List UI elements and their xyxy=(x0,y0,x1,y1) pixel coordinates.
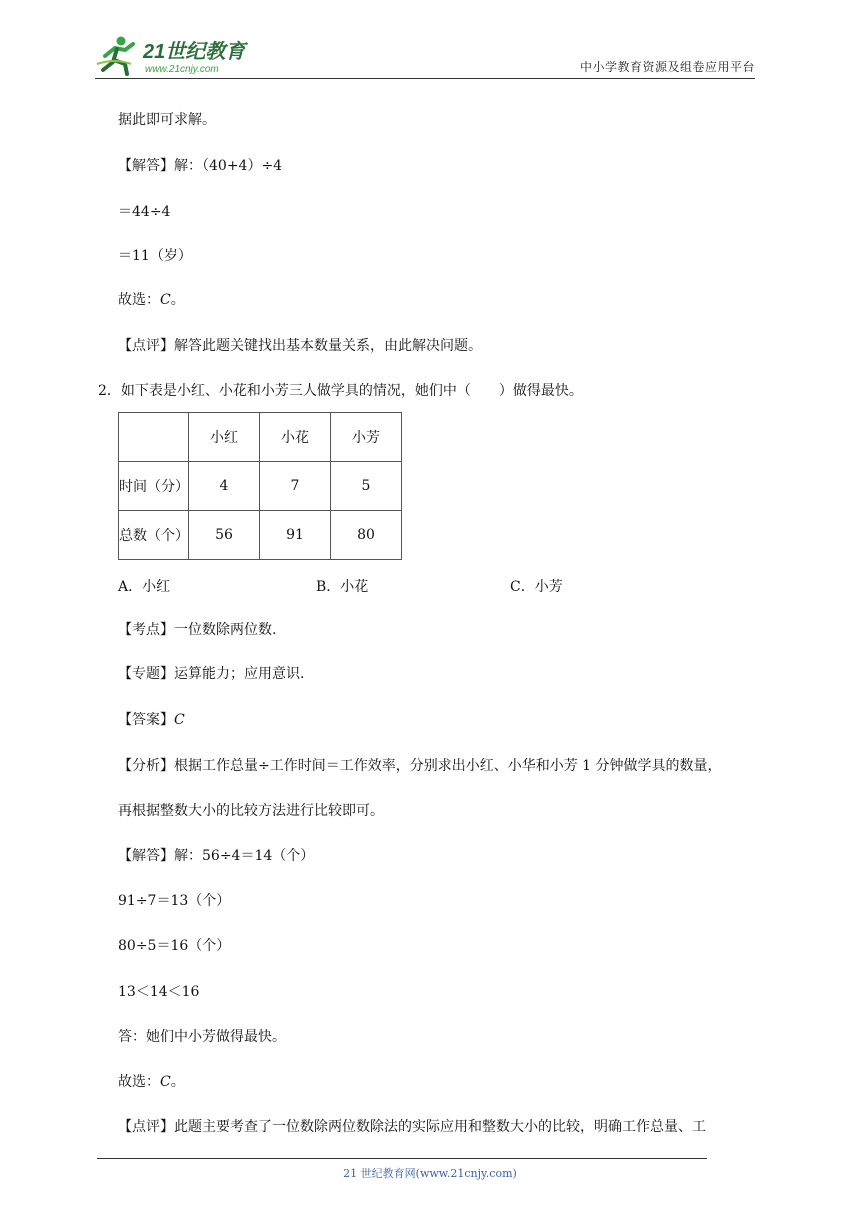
table-cell: 时间（分） xyxy=(119,462,189,511)
q1-comment: 【点评】解答此题关键找出基本数量关系，由此解决问题。 xyxy=(118,338,482,354)
q2-comment: 【点评】此题主要考查了一位数除两位数除法的实际应用和整数大小的比较，明确工作总量、工 xyxy=(118,1119,706,1135)
q2-data-table xyxy=(118,412,402,560)
svg-text:21世纪教育: 21世纪教育 xyxy=(143,41,246,63)
table-header-row xyxy=(119,413,402,462)
q1-solution-line: ＝44÷4 xyxy=(118,204,171,220)
choice-answer: C xyxy=(160,1074,171,1090)
q2-analysis-line: 再根据整数大小的比较方法进行比较即可。 xyxy=(118,803,384,819)
table-cell xyxy=(119,413,189,462)
q2-solution-line: 【解答】解：56÷4＝14（个） xyxy=(118,848,315,864)
q2-solution-line: 13＜14＜16 xyxy=(118,984,200,1000)
q1-analysis-tail: 据此即可求解。 xyxy=(118,112,216,128)
q1-solution-line: ＝11（岁） xyxy=(118,248,192,264)
table-cell: 80 xyxy=(331,511,402,560)
answer-value: C xyxy=(174,712,185,728)
table-cell: 5 xyxy=(331,462,402,511)
table-row xyxy=(119,462,402,511)
q2-analysis-line: 【分析】根据工作总量÷工作时间＝工作效率，分别求出小红、小华和小芳 1 分钟做学具的数量， xyxy=(118,758,722,774)
table-row xyxy=(119,511,402,560)
choice-prefix: 故选： xyxy=(118,1074,160,1090)
q2-solution-line: 91÷7＝13（个） xyxy=(118,893,231,909)
option-c: C．小芳 xyxy=(510,579,563,595)
q1-choice-line xyxy=(118,290,185,310)
footer-link[interactable]: 21 世纪教育网(www.21cnjy.com) xyxy=(343,1167,517,1180)
q2-solution-line: 答：她们中小芳做得最快。 xyxy=(118,1029,286,1045)
q2-zhuanti: 【专题】运算能力；应用意识. xyxy=(118,666,305,682)
table-cell: 小花 xyxy=(260,413,331,462)
q2-stem: 2．如下表是小红、小花和小芳三人做学具的情况，她们中（ ）做得最快。 xyxy=(98,383,583,399)
table-cell: 56 xyxy=(189,511,260,560)
option-a: A．小红 xyxy=(118,579,171,595)
site-logo xyxy=(95,34,265,76)
page-header xyxy=(95,30,755,79)
q2-kaodian: 【考点】一位数除两位数. xyxy=(118,622,277,638)
table-cell: 小红 xyxy=(189,413,260,462)
table-cell: 7 xyxy=(260,462,331,511)
table-cell: 4 xyxy=(189,462,260,511)
q2-answer xyxy=(118,710,185,730)
footer-divider xyxy=(97,1158,707,1159)
choice-suffix: 。 xyxy=(170,1074,185,1090)
q1-solution-line: 【解答】解：（40+4）÷4 xyxy=(118,158,283,174)
q2-choice-line xyxy=(118,1072,185,1092)
choice-prefix: 故选： xyxy=(118,292,160,308)
choice-suffix: 。 xyxy=(170,292,185,308)
table-cell: 91 xyxy=(260,511,331,560)
table-cell: 总数（个） xyxy=(119,511,189,560)
option-b: B．小花 xyxy=(316,579,369,595)
choice-answer: C xyxy=(160,292,171,308)
table-cell: 小芳 xyxy=(331,413,402,462)
answer-prefix: 【答案】 xyxy=(118,712,174,728)
svg-text:www.21cnjy.com: www.21cnjy.com xyxy=(145,64,219,75)
platform-slogan: 中小学教育资源及组卷应用平台 xyxy=(579,60,755,74)
q2-solution-line: 80÷5＝16（个） xyxy=(118,938,231,954)
